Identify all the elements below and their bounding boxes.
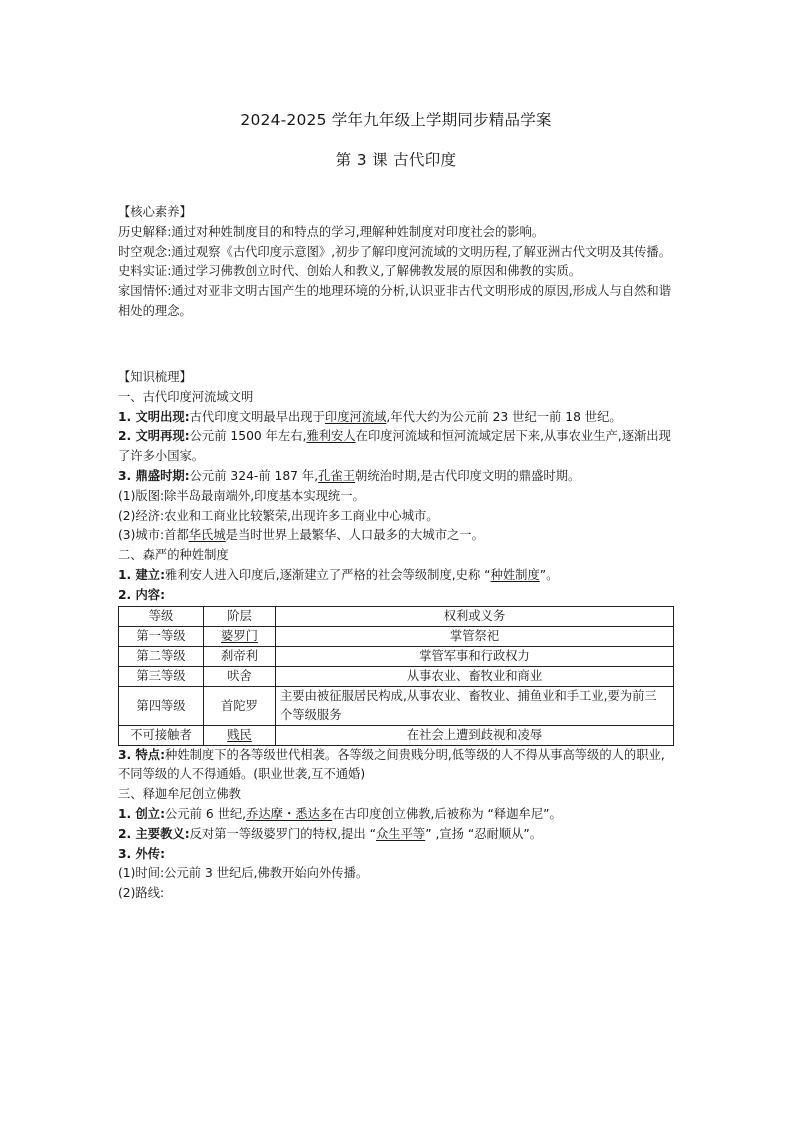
table-cell: 第四等级	[119, 686, 204, 725]
knowledge-section	[118, 368, 674, 904]
core-item-evidence: 史料实证:通过学习佛教创立时代、创始人和教义,了解佛教发展的原因和佛教的实质。	[118, 264, 582, 279]
s1-paragraph-3: 3. 鼎盛时期:公元前 324-前 187 年,孔雀王朝统治时期,是古代印度文明的鼎盛时期。	[118, 468, 581, 483]
knowledge-heading: 【知识梳理】	[118, 370, 192, 384]
section-3-title: 三、释迦牟尼创立佛教	[118, 787, 241, 802]
s1-sub-territory: (1)版图:除半岛最南端外,印度基本实现统一。	[118, 488, 365, 503]
s2-paragraph-3: 3. 特点:种姓制度下的各等级世代相袭。各等级之间贵贱分明,低等级的人不得从事高等级的人的职业,不同等级的人不得通婚。(职业世袭,互不通婚)	[118, 747, 665, 782]
table-row	[119, 686, 674, 725]
s3-paragraph-3: 3. 外传:	[118, 846, 166, 861]
s3-paragraph-1: 1. 创立:公元前 6 世纪,乔达摩・悉达多在古印度创立佛教,后被称为 “释迦牟尼”。	[118, 806, 562, 821]
table-cell: 首陀罗	[204, 686, 276, 725]
section-2-title: 二、森严的种姓制度	[118, 548, 229, 563]
s1-paragraph-2: 2. 文明再现:公元前 1500 年左右,雅利安人在印度河流域和恒河流域定居下来,从事农业生产,逐渐出现了许多小国家。	[118, 429, 671, 464]
s3-paragraph-2: 2. 主要教义:反对第一等级婆罗门的特权,提出 “众生平等” ,宣扬 “忍耐顺从”。	[118, 826, 543, 841]
core-item-spacetime: 时空观念:通过观察《古代印度示意图》,初步了解印度河流域的文明历程,了解亚洲古代文明及其传播。	[118, 244, 672, 259]
table-header-cell: 阶层	[204, 606, 276, 626]
table-row	[119, 666, 674, 686]
s1-sub-city: (3)城市:首都华氏城是当时世界上最繁华、人口最多的大城市之一。	[118, 528, 484, 543]
table-cell: 婆罗门	[204, 626, 276, 646]
s1-sub-economy: (2)经济:农业和工商业比较繁荣,出现许多工商业中心城市。	[118, 508, 439, 523]
table-cell: 第一等级	[119, 626, 204, 646]
table-header-cell: 权利或义务	[276, 606, 674, 626]
table-row	[119, 725, 674, 745]
core-heading: 【核心素养】	[118, 205, 192, 219]
caste-table	[118, 606, 674, 746]
table-row	[119, 626, 674, 646]
table-cell: 吠舍	[204, 666, 276, 686]
table-header-cell: 等级	[119, 606, 204, 626]
s3-sub-route: (2)路线:	[118, 886, 165, 901]
document-title: 2024-2025 学年九年级上学期同步精品学案	[240, 111, 552, 129]
core-item-homeland: 家国情怀:通过对亚非文明古国产生的地理环境的分析,认识亚非古代文明形成的原因,形成人与自然和谐相处的理念。	[118, 284, 672, 318]
table-cell: 掌管祭祀	[276, 626, 674, 646]
lesson-title: 第 3 课 古代印度	[335, 151, 457, 169]
s2-paragraph-1: 1. 建立:雅利安人进入印度后,逐渐建立了严格的社会等级制度,史称 “种姓制度”。	[118, 567, 559, 582]
s1-paragraph-1: 1. 文明出现:古代印度文明最早出现于印度河流域,年代大约为公元前 23 世纪一前 18 世纪。	[118, 409, 622, 424]
table-cell: 第二等级	[119, 646, 204, 666]
core-item-history: 历史解释:通过对种姓制度目的和特点的学习,理解种姓制度对印度社会的影响。	[118, 224, 545, 239]
table-cell: 主要由被征服居民构成,从事农业、畜牧业、捕鱼业和手工业,要为前三个等级服务	[276, 686, 674, 725]
table-cell: 贱民	[204, 725, 276, 745]
section-1-title: 一、古代印度河流域文明	[118, 389, 254, 404]
core-literacy-section	[118, 203, 674, 322]
table-cell: 不可接触者	[119, 725, 204, 745]
table-header-row	[119, 606, 674, 626]
table-cell: 在社会上遭到歧视和凌辱	[276, 725, 674, 745]
s3-sub-time: (1)时间:公元前 3 世纪后,佛教开始向外传播。	[118, 866, 369, 881]
table-cell: 掌管军事和行政权力	[276, 646, 674, 666]
table-row	[119, 646, 674, 666]
table-cell: 第三等级	[119, 666, 204, 686]
s2-paragraph-2: 2. 内容:	[118, 587, 166, 602]
table-cell: 从事农业、畜牧业和商业	[276, 666, 674, 686]
table-cell: 刹帝利	[204, 646, 276, 666]
